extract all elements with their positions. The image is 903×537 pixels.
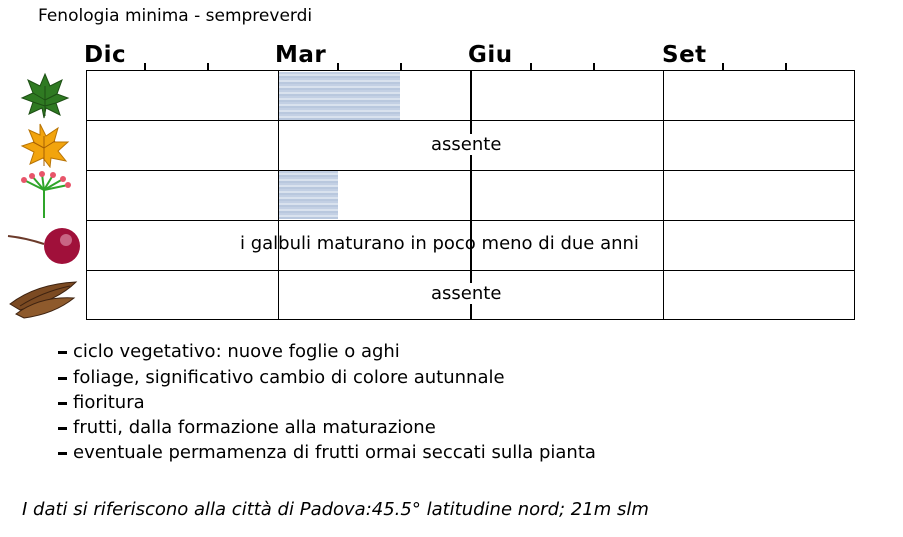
footer-note: I dati si riferiscono alla città di Padova:45.5° latitudine nord; 21m slm: [22, 499, 649, 520]
chart-title: Fenologia minima - sempreverdi: [38, 6, 313, 26]
yellow-leaf-icon: [20, 122, 72, 168]
legend-item-flowering: [58, 392, 145, 413]
column-divider: [663, 71, 664, 320]
legend-item-fruit: [58, 417, 436, 438]
flower-umbel-icon: [20, 170, 72, 220]
legend-label: frutti, dalla formazione alla maturazione: [73, 417, 436, 438]
legend-label: foliage, significativo cambio di colore autunnale: [73, 367, 505, 388]
month-label-mar: Mar: [275, 42, 327, 68]
bar-vegetative-cycle: [279, 72, 400, 120]
legend-label: eventuale permamenza di frutti ormai seccati sulla pianta: [73, 442, 596, 463]
legend-item-dried-fruit: [58, 442, 596, 463]
month-label-set: Set: [662, 42, 707, 68]
dried-pods-icon: [6, 276, 78, 320]
legend-label: ciclo vegetativo: nuove foglie o aghi: [73, 341, 400, 362]
legend-item-vegetative: [58, 341, 400, 362]
red-berry-icon: [6, 226, 80, 266]
row-dried-fruit-text: assente: [431, 283, 502, 304]
legend-label: fioritura: [73, 392, 145, 413]
month-label-giu: Giu: [468, 42, 513, 68]
green-leaf-icon: [20, 72, 70, 120]
row-fruit-text: i galbuli maturano in poco meno di due anni: [240, 233, 639, 254]
bar-flowering: [279, 171, 338, 219]
month-label-dic: Dic: [84, 42, 127, 68]
row-foliage-text: assente: [431, 134, 502, 155]
legend-item-foliage: [58, 367, 505, 388]
